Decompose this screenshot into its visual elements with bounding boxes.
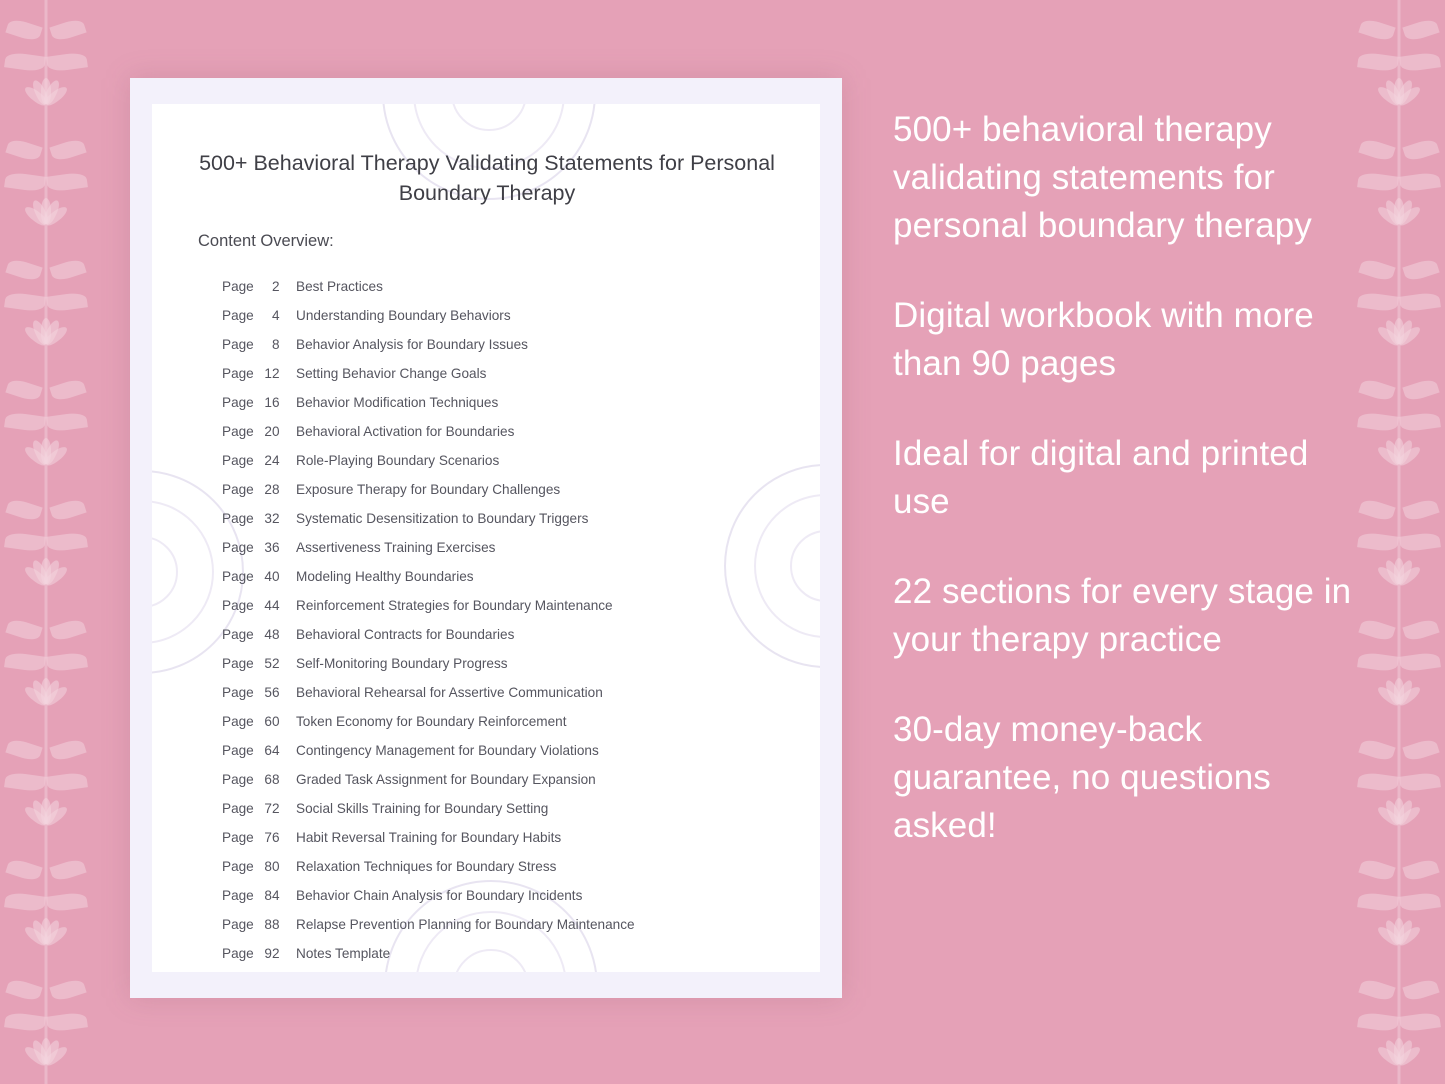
toc-page-word: Page [222,714,254,729]
toc-page-number: 12 [264,366,280,381]
toc-page-word: Page [222,424,254,439]
toc-page-number: 84 [264,888,280,903]
toc-page-word: Page [222,453,254,468]
floral-motif [1356,610,1442,706]
toc-row [222,359,802,388]
floral-motif [3,610,89,706]
floral-motif [1356,730,1442,826]
marketing-bullet: Ideal for digital and printed use [893,434,1309,521]
toc-entry-label: Habit Reversal Training for Boundary Habits [296,830,562,845]
toc-entry-label: Relaxation Techniques for Boundary Stress [296,859,557,874]
floral-border-right [1353,0,1445,1084]
toc-page-word: Page [222,888,254,903]
toc-page-number: 20 [264,424,280,439]
document-title: 500+ Behavioral Therapy Validating Statements for Personal Boundary Therapy [199,151,775,205]
toc-entry-label: Social Skills Training for Boundary Setting [296,801,549,816]
floral-motif [3,10,89,106]
toc-row [222,301,802,330]
toc-page-number: 24 [264,453,280,468]
marketing-bullet: 30-day money-back guarantee, no questions asked! [893,710,1271,845]
toc-page-number: 36 [264,540,280,555]
floral-motif [3,370,89,466]
toc-page-word: Page [222,598,254,613]
toc-page-word: Page [222,801,254,816]
toc-page-word: Page [222,946,254,961]
floral-motif [3,730,89,826]
toc-page-word: Page [222,366,254,381]
toc-row [222,533,802,562]
toc-page-number: 40 [264,569,280,584]
toc-row [222,707,802,736]
toc-row [222,649,802,678]
toc-page-number: 52 [264,656,280,671]
toc-page-word: Page [222,395,254,410]
toc-row [222,794,802,823]
toc-page-word: Page [222,743,254,758]
toc-page-word: Page [222,540,254,555]
toc-page-number: 2 [271,279,280,294]
floral-motif [1356,250,1442,346]
floral-motif [1356,130,1442,226]
floral-motif [1356,850,1442,946]
toc-page-word: Page [222,337,254,352]
toc-page-number: 72 [264,801,280,816]
toc-entry-label: Role-Playing Boundary Scenarios [296,453,500,468]
toc-page-word: Page [222,656,254,671]
floral-motif [1356,490,1442,586]
toc-entry-label: Setting Behavior Change Goals [296,366,487,381]
toc-row [222,736,802,765]
toc-page-number: 88 [264,917,280,932]
toc-row [222,823,802,852]
toc-row [222,678,802,707]
toc-page-number: 56 [264,685,280,700]
toc-entry-label: Behavioral Activation for Boundaries [296,424,515,439]
toc-entry-label: Best Practices [296,279,383,294]
toc-row [222,562,802,591]
toc-page-number: 60 [264,714,280,729]
toc-page-word: Page [222,685,254,700]
marketing-bullet: 22 sections for every stage in your therapy practice [893,572,1352,659]
toc-row [222,620,802,649]
table-of-contents [222,272,802,968]
toc-page-number: 48 [264,627,280,642]
vine-stem [45,0,48,1084]
document-page [130,78,842,998]
floral-border-left [0,0,92,1084]
toc-page-word: Page [222,627,254,642]
toc-row [222,765,802,794]
toc-entry-label: Behavior Analysis for Boundary Issues [296,337,528,352]
floral-motif [3,850,89,946]
toc-page-word: Page [222,859,254,874]
toc-entry-label: Reinforcement Strategies for Boundary Maintenance [296,598,613,613]
toc-page-word: Page [222,830,254,845]
floral-motif [1356,370,1442,466]
toc-page-word: Page [222,308,254,323]
toc-row [222,417,802,446]
toc-page-number: 80 [264,859,280,874]
toc-entry-label: Assertiveness Training Exercises [296,540,496,555]
toc-entry-label: Systematic Desensitization to Boundary Triggers [296,511,589,526]
toc-row [222,881,802,910]
toc-page-word: Page [222,511,254,526]
toc-page-number: 32 [264,511,280,526]
floral-motif [3,130,89,226]
toc-row [222,446,802,475]
toc-page-word: Page [222,772,254,787]
toc-row [222,272,802,301]
toc-page-number: 92 [264,946,280,961]
toc-row [222,388,802,417]
floral-motif [1356,970,1442,1066]
toc-row [222,475,802,504]
vine-stem [1398,0,1401,1084]
toc-page-word: Page [222,569,254,584]
toc-row [222,852,802,881]
toc-page-word: Page [222,279,254,294]
toc-page-number: 28 [264,482,280,497]
toc-entry-label: Understanding Boundary Behaviors [296,308,511,323]
toc-page-number: 76 [264,830,280,845]
marketing-bullets [893,106,1363,850]
toc-entry-label: Behavioral Rehearsal for Assertive Communication [296,685,603,700]
toc-entry-label: Exposure Therapy for Boundary Challenges [296,482,561,497]
toc-page-number: 44 [264,598,280,613]
toc-page-number: 16 [264,395,280,410]
toc-page-number: 68 [264,772,280,787]
toc-row [222,330,802,359]
floral-motif [3,490,89,586]
toc-entry-label: Graded Task Assignment for Boundary Expansion [296,772,596,787]
document-content [152,104,820,972]
toc-entry-label: Self-Monitoring Boundary Progress [296,656,508,671]
toc-row [222,939,802,968]
toc-entry-label: Token Economy for Boundary Reinforcement [296,714,567,729]
toc-entry-label: Modeling Healthy Boundaries [296,569,474,584]
toc-page-word: Page [222,917,254,932]
toc-row [222,591,802,620]
marketing-bullet: 500+ behavioral therapy validating statements for personal boundary therapy [893,110,1312,245]
toc-row [222,910,802,939]
toc-page-number: 4 [271,308,280,323]
marketing-bullet: Digital workbook with more than 90 pages [893,296,1314,383]
toc-entry-label: Behavior Chain Analysis for Boundary Incidents [296,888,583,903]
toc-entry-label: Contingency Management for Boundary Violations [296,743,599,758]
floral-motif [3,250,89,346]
toc-page-number: 64 [264,743,280,758]
toc-entry-label: Behavioral Contracts for Boundaries [296,627,515,642]
toc-page-word: Page [222,482,254,497]
floral-motif [1356,10,1442,106]
toc-entry-label: Notes Template [296,946,391,961]
floral-motif [3,970,89,1066]
toc-entry-label: Relapse Prevention Planning for Boundary Maintenance [296,917,635,932]
toc-page-number: 8 [271,337,280,352]
toc-row [222,504,802,533]
toc-entry-label: Behavior Modification Techniques [296,395,499,410]
content-overview-label: Content Overview: [198,232,334,250]
